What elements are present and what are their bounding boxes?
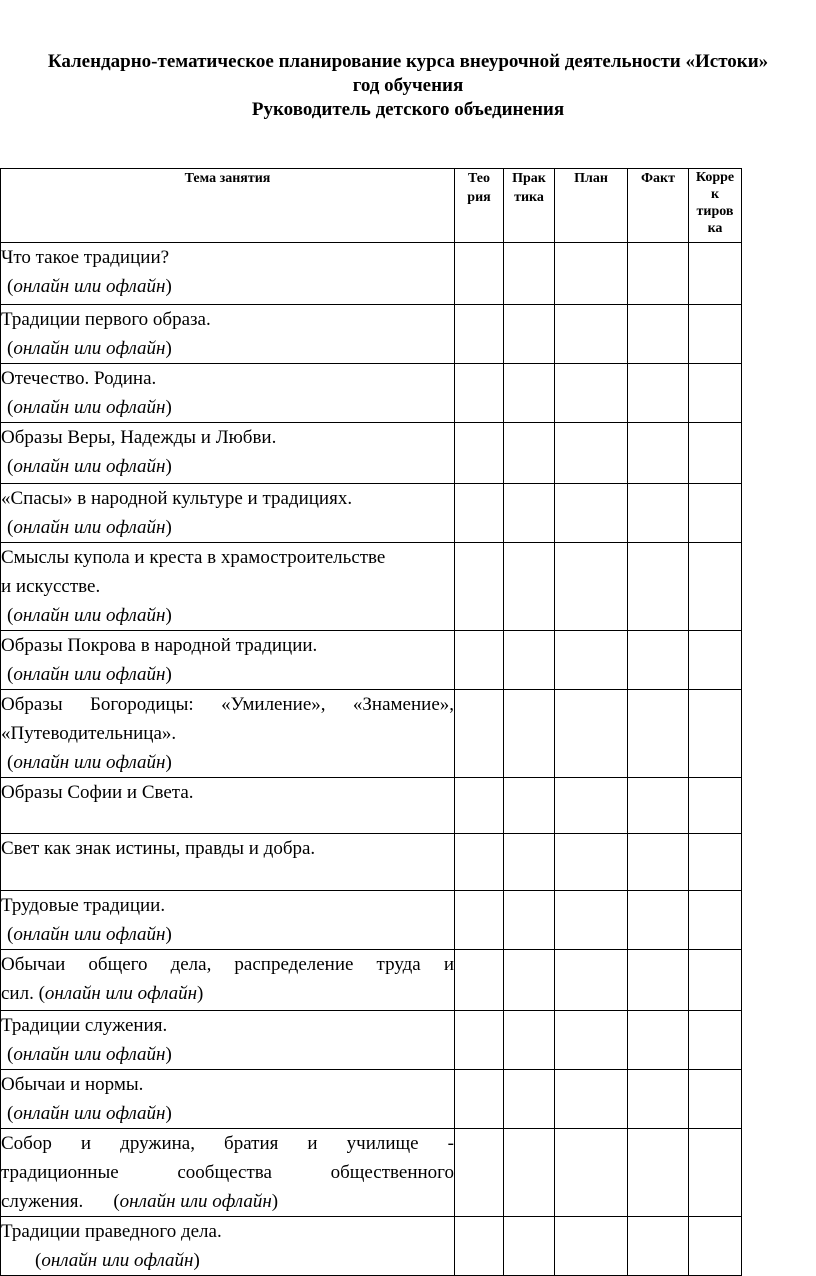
correction-cell	[689, 1217, 742, 1276]
correction-cell	[689, 891, 742, 950]
column-header-correction: Корре к тиров ка	[689, 169, 742, 243]
fact-cell	[628, 364, 689, 423]
plan-cell	[555, 891, 628, 950]
fact-cell	[628, 631, 689, 690]
planning-table	[0, 168, 742, 1276]
table-row	[1, 891, 742, 950]
theory-cell	[455, 631, 504, 690]
format-note: (онлайн или офлайн)	[7, 1103, 172, 1124]
topic-cell	[1, 305, 455, 364]
practice-cell	[504, 305, 555, 364]
theory-cell	[455, 950, 504, 1011]
correction-cell	[689, 778, 742, 834]
table-row	[1, 778, 742, 834]
topic-text: Трудовые традиции.	[1, 895, 166, 916]
plan-cell	[555, 423, 628, 484]
column-header-theme: Тема занятия	[1, 169, 455, 243]
topic-text: «Путеводительница».	[1, 723, 177, 744]
correction-cell	[689, 1070, 742, 1129]
topic-cell	[1, 1070, 455, 1129]
theory-cell	[455, 305, 504, 364]
practice-cell	[504, 778, 555, 834]
correction-cell	[689, 243, 742, 305]
fact-cell	[628, 1070, 689, 1129]
header-year: год обучения	[352, 75, 464, 96]
topic-text: Традиции первого образа.	[1, 309, 211, 330]
plan-cell	[555, 243, 628, 305]
topic-cell	[1, 690, 455, 778]
topic-text: Традиции праведного дела.	[1, 1221, 222, 1242]
correction-cell	[689, 484, 742, 543]
fact-cell	[628, 1129, 689, 1217]
correction-cell	[689, 305, 742, 364]
topic-cell	[1, 1011, 455, 1070]
table-row	[1, 1011, 742, 1070]
topic-cell	[1, 1217, 455, 1276]
plan-cell	[555, 690, 628, 778]
theory-cell	[455, 891, 504, 950]
table-row	[1, 423, 742, 484]
fact-cell	[628, 891, 689, 950]
topic-cell	[1, 950, 455, 1011]
table-body	[1, 243, 742, 1276]
correction-cell	[689, 834, 742, 891]
topic-text: Собор и дружина, братия и училище -	[1, 1133, 454, 1154]
plan-cell	[555, 1217, 628, 1276]
table-row	[1, 690, 742, 778]
fact-cell	[628, 484, 689, 543]
practice-cell	[504, 950, 555, 1011]
plan-cell	[555, 305, 628, 364]
topic-text: традиционные сообщества общественного	[1, 1162, 454, 1183]
theory-cell	[455, 834, 504, 891]
topic-cell	[1, 423, 455, 484]
column-header-plan: План	[555, 169, 628, 243]
topic-cell	[1, 364, 455, 423]
fact-cell	[628, 1011, 689, 1070]
topic-text: служения.	[1, 1191, 84, 1212]
fact-cell	[628, 305, 689, 364]
correction-cell	[689, 1011, 742, 1070]
topic-text: Свет как знак истины, правды и добра.	[1, 838, 316, 859]
table-row	[1, 1070, 742, 1129]
topic-cell	[1, 484, 455, 543]
topic-cell	[1, 891, 455, 950]
table-row	[1, 1217, 742, 1276]
format-note: (онлайн или офлайн)	[113, 1191, 279, 1212]
topic-text: «Спасы» в народной культуре и традициях.	[1, 488, 353, 509]
correction-cell	[689, 1129, 742, 1217]
theory-cell	[455, 1011, 504, 1070]
header-title: Календарно-тематическое планирование курса внеурочной деятельности «Истоки»	[47, 51, 769, 72]
topic-text: Обычаи и нормы.	[1, 1074, 144, 1095]
table-row	[1, 631, 742, 690]
topic-text: Образы Веры, Надежды и Любви.	[1, 427, 277, 448]
theory-cell	[455, 1217, 504, 1276]
practice-cell	[504, 364, 555, 423]
fact-cell	[628, 690, 689, 778]
column-header-practice: Прак тика	[504, 169, 555, 243]
topic-text: Смыслы купола и креста в храмостроительстве	[1, 547, 386, 568]
column-header-theory: Тео рия	[455, 169, 504, 243]
correction-cell	[689, 423, 742, 484]
topic-text: и искусстве.	[1, 576, 101, 597]
correction-cell	[689, 950, 742, 1011]
format-note: (онлайн или офлайн)	[7, 397, 172, 418]
correction-cell	[689, 543, 742, 631]
theory-cell	[455, 484, 504, 543]
plan-cell	[555, 778, 628, 834]
format-note: (онлайн или офлайн)	[7, 517, 172, 538]
page-header	[0, 50, 816, 122]
format-note: (онлайн или офлайн)	[7, 338, 172, 359]
header-leader: Руководитель детского объединения	[251, 99, 565, 120]
practice-cell	[504, 484, 555, 543]
practice-cell	[504, 243, 555, 305]
topic-cell	[1, 778, 455, 834]
practice-cell	[504, 834, 555, 891]
topic-text: Традиции служения.	[1, 1015, 168, 1036]
plan-cell	[555, 1129, 628, 1217]
theory-cell	[455, 1129, 504, 1217]
fact-cell	[628, 834, 689, 891]
fact-cell	[628, 543, 689, 631]
format-note: (онлайн или офлайн)	[7, 664, 172, 685]
table-row	[1, 1129, 742, 1217]
correction-cell	[689, 364, 742, 423]
format-note: (онлайн или офлайн)	[7, 605, 172, 626]
format-note: (онлайн или офлайн)	[7, 1044, 172, 1065]
practice-cell	[504, 1011, 555, 1070]
table-row	[1, 834, 742, 891]
correction-cell	[689, 690, 742, 778]
table-row	[1, 543, 742, 631]
format-note: (онлайн или офлайн)	[35, 1250, 200, 1271]
table-row	[1, 305, 742, 364]
practice-cell	[504, 690, 555, 778]
table-header-row	[1, 169, 742, 243]
column-header-fact: Факт	[628, 169, 689, 243]
format-note: (онлайн или офлайн)	[38, 983, 204, 1004]
plan-cell	[555, 1011, 628, 1070]
topic-text: Отечество. Родина.	[1, 368, 157, 389]
topic-cell	[1, 1129, 455, 1217]
theory-cell	[455, 243, 504, 305]
plan-cell	[555, 631, 628, 690]
theory-cell	[455, 543, 504, 631]
fact-cell	[628, 950, 689, 1011]
fact-cell	[628, 778, 689, 834]
practice-cell	[504, 543, 555, 631]
plan-cell	[555, 364, 628, 423]
theory-cell	[455, 1070, 504, 1129]
topic-text: Образы Покрова в народной традиции.	[1, 635, 318, 656]
topic-cell	[1, 543, 455, 631]
table-row	[1, 950, 742, 1011]
plan-cell	[555, 543, 628, 631]
table-row	[1, 484, 742, 543]
plan-cell	[555, 1070, 628, 1129]
theory-cell	[455, 778, 504, 834]
theory-cell	[455, 423, 504, 484]
format-note: (онлайн или офлайн)	[7, 276, 172, 297]
format-note: (онлайн или офлайн)	[7, 456, 172, 477]
topic-cell	[1, 631, 455, 690]
topic-text: Образы Софии и Света.	[1, 782, 194, 803]
fact-cell	[628, 1217, 689, 1276]
topic-text: Образы Богородицы: «Умиление», «Знамение»,	[1, 694, 454, 715]
correction-cell	[689, 631, 742, 690]
topic-cell	[1, 834, 455, 891]
table-row	[1, 364, 742, 423]
practice-cell	[504, 1129, 555, 1217]
practice-cell	[504, 891, 555, 950]
plan-cell	[555, 950, 628, 1011]
practice-cell	[504, 631, 555, 690]
format-note: (онлайн или офлайн)	[7, 924, 172, 945]
practice-cell	[504, 423, 555, 484]
format-note: (онлайн или офлайн)	[7, 752, 172, 773]
plan-cell	[555, 484, 628, 543]
practice-cell	[504, 1217, 555, 1276]
topic-cell	[1, 243, 455, 305]
theory-cell	[455, 690, 504, 778]
theory-cell	[455, 364, 504, 423]
plan-cell	[555, 834, 628, 891]
table-row	[1, 243, 742, 305]
topic-text: сил.	[1, 983, 34, 1004]
topic-text: Что такое традиции?	[1, 247, 170, 268]
topic-text: Обычаи общего дела, распределение труда и	[1, 954, 454, 975]
practice-cell	[504, 1070, 555, 1129]
fact-cell	[628, 243, 689, 305]
fact-cell	[628, 423, 689, 484]
